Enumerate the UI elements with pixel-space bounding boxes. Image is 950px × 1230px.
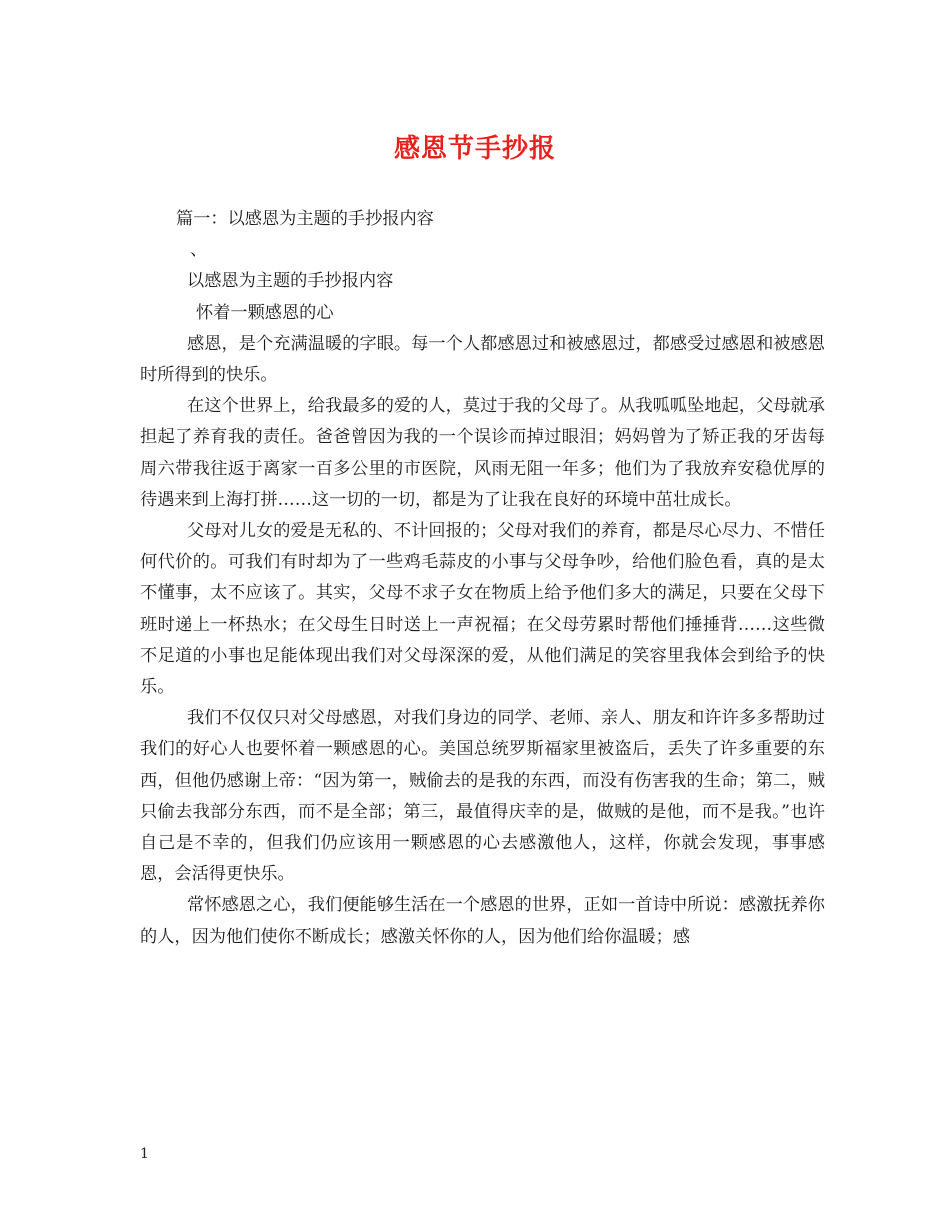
- subtitle: 以感恩为主题的手抄报内容: [187, 271, 394, 292]
- punctuation-mark: 、: [190, 240, 208, 261]
- paragraph: 常怀感恩之心，我们便能够生活在一个感恩的世界，正如一首诗中所说：感激抚养你的人，因为他们使你不断成长；感激关怀你的人，因为他们给你温暖；感: [140, 895, 825, 947]
- section-heading: 篇一：以感恩为主题的手抄报内容: [176, 209, 434, 229]
- document-title: 感恩节手抄报: [393, 134, 556, 164]
- paragraph: 在这个世界上，给我最多的爱的人，莫过于我的父母了。从我呱呱坠地起，父母就承担起了养育我的责任。爸爸曾因为我的一个误诊而掉过眼泪；妈妈曾为了矫正我的牙齿每周六带我往返于离家一百多公里的市医院，风雨无阻一年多；他们为了我放弃安稳优厚的待遇来到上海打拼……这一切的一切，都是为了让我在良好的环境中茁壮成长。: [140, 396, 825, 510]
- paragraph: 感恩，是个充满温暖的字眼。每一个人都感恩过和被感恩过，都感受过感恩和被感恩时所得到的快乐。: [140, 333, 825, 386]
- page-number: 1: [140, 1146, 149, 1162]
- paragraph: 父母对儿女的爱是无私的、不计回报的；父母对我们的养育，都是尽心尽力、不惜任何代价的。可我们有时却为了一些鸡毛蒜皮的小事与父母争吵，给他们脸色看，真的是太不懂事，太不应该了。其实，父母不求子女在物质上给予他们多大的满足，只要在父母下班时递上一杯热水；在父母生日时送上一声祝福；在父母劳累时帮他们捶捶背……这些微不足道的小事也足能体现出我们对父母深深的爱，从他们满足的笑容里我体会到给予的快乐。: [140, 521, 825, 698]
- paragraph: 我们不仅仅只对父母感恩，对我们身边的同学、老师、亲人、朋友和许许多多帮助过我们的好心人也要怀着一颗感恩的心。美国总统罗斯福家里被盗后，丢失了许多重要的东西，但他仍感谢上帝：“因为第一，贼偷去的是我的东西，而没有伤害我的生命；第二，贼只偷去我部分东西，而不是全部；第三，最值得庆幸的是，做贼的是他，而不是我。”也许自己是不幸的，但我们仍应该用一颗感恩的心去感激他人，这样，你就会发现，事事感恩，会活得更快乐。: [140, 708, 825, 885]
- essay-title: 怀着一颗感恩的心: [196, 302, 334, 323]
- document-body: [140, 204, 825, 953]
